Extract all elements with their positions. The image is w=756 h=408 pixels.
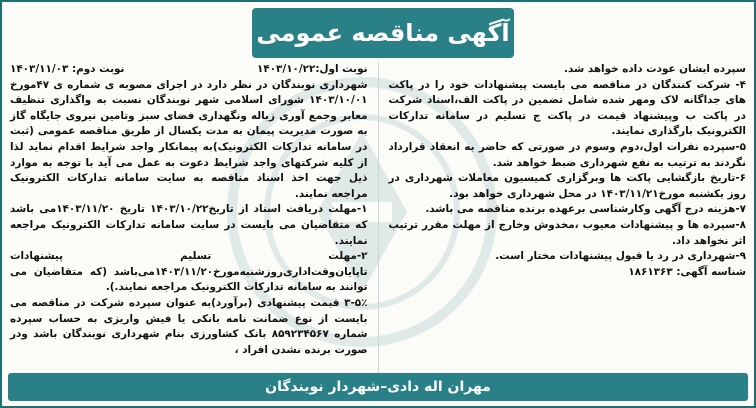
left-column: [389, 62, 747, 374]
clause-3-continued: سپرده ایشان عودت داده خواهد شد.: [564, 63, 746, 75]
first-publication-date: نوبت اول:۱۴۰۳/۱۰/۲۲: [257, 63, 368, 75]
clause-5: ۵-سپرده نفرات اول،دوم وسوم در صورتی که حاضر به انعقاد قرارداد نگردند به ترتیب به نفع شهرداری ضبط خواهد شد.: [388, 140, 746, 169]
clause-4: ۴- شرکت کنندگان در مناقصه می بایست پیشنهادات خود را در پاکت های جداگانه لاک ومهر شده شامل تضمین در پاکت الف،اسناد شرکت در پاکت ب وپیشنهاد قیمت در پاکت ج تسلیم در سامانه تدارکات الکترونیک بارگذاری نمایند.: [388, 78, 746, 138]
notice-header: [252, 8, 514, 58]
mayor-signature: مهران اله دادی–شهردار نوبندگان: [265, 379, 491, 395]
clause-9: ۹-شهرداری در رد یا قبول پیشنهادات مختار است.: [495, 250, 746, 263]
right-column: [10, 62, 368, 374]
clause-8: ۸-سپرده ها و پیشنهادات معیوب ،مخدوش وخارج از مهلت مقرر ترتیب اثر نخواهد داد.: [388, 218, 746, 247]
publication-dates: [10, 62, 368, 78]
notice-body: [10, 62, 746, 374]
clause-7: ۷-هزینه درج آگهی وکارشناسی برعهده برنده مناقصه می باشد.: [425, 203, 746, 216]
intro-paragraph: شهرداری نوبندگان در نظر دارد در اجرای مصوبه ی شماره ی ۴۷مورخ ۱۴۰۳/۱۰/۰۱ شورای اسلامی شهر نوبندگان نسبت به واگذاری تنظیف معابر وجمع آوری زباله ونگهداری فضای سبز وتامین نیروی جایگاه گاز به صورت مدیریت پیمان به مدت یکسال از طریق مناقصه عمومی (ثبت در سامانه تدارکات الکترونیک)به پیمانکار واجد شرایط اقدام نماید لذا از کلیه شرکتهای واجد شرایط دعوت به عمل می آید با توجه به موارد ذیل جهت اخذ اسناد مناقصه به سایت سامانه تدارکات الکترونیک مراجعه نمایند.: [10, 78, 368, 200]
notice-title: آگهی مناقصه عمومی: [256, 19, 510, 47]
signature-bar: [8, 373, 748, 401]
second-publication-date: نوبت دوم: ۱۴۰۳/۱۱/۰۳: [10, 63, 125, 75]
clause-2: ۲-مهلت تسلیم پیشنهادات تاپایان‌وقت‌اداری‌روزشنبه‌مورخ۱۴۰۳/۱۱/۲۰می‌باشد (که متقاضیان می توانند به سامانه تدارکات الکترونیک مراجعه نمایند.).: [10, 250, 368, 294]
notice-id: شناسه آگهی: ۱۸۶۱۳۶۳: [628, 265, 746, 278]
clause-3: ۳-۵٪ قیمت پیشنهادی (برآورد)به عنوان سپرده شرکت در مناقصه می بایست از نوع ضمانت نامه بانکی یا فیش واریزی به حساب سپرده شماره ۸۵۹۲۳۴۵۶۷ بانک کشاورزی بنام شهرداری نوبندگان باشد ودر صورت برنده نشدن افراد ،: [10, 296, 368, 356]
clause-6: ۶-تاریخ بازگشایی پاکت ها وبرگزاری کمیسیون معاملات شهرداری در روز یکشنبه مورخ۱۴۰۳/۱۱/۲۱ در محل شهرداری خواهد بود.: [388, 172, 746, 200]
column-divider: [378, 62, 379, 374]
clause-1: ۱-مهلت دریافت اسناد از تاریخ۱۴۰۳/۱۰/۲۲ تاریخ ۱۴۰۳/۱۱/۲۰می باشد که متقاضیان می بایست در سایت سامانه تدارکات الکترونیک مراجعه نمایند.: [10, 203, 368, 247]
